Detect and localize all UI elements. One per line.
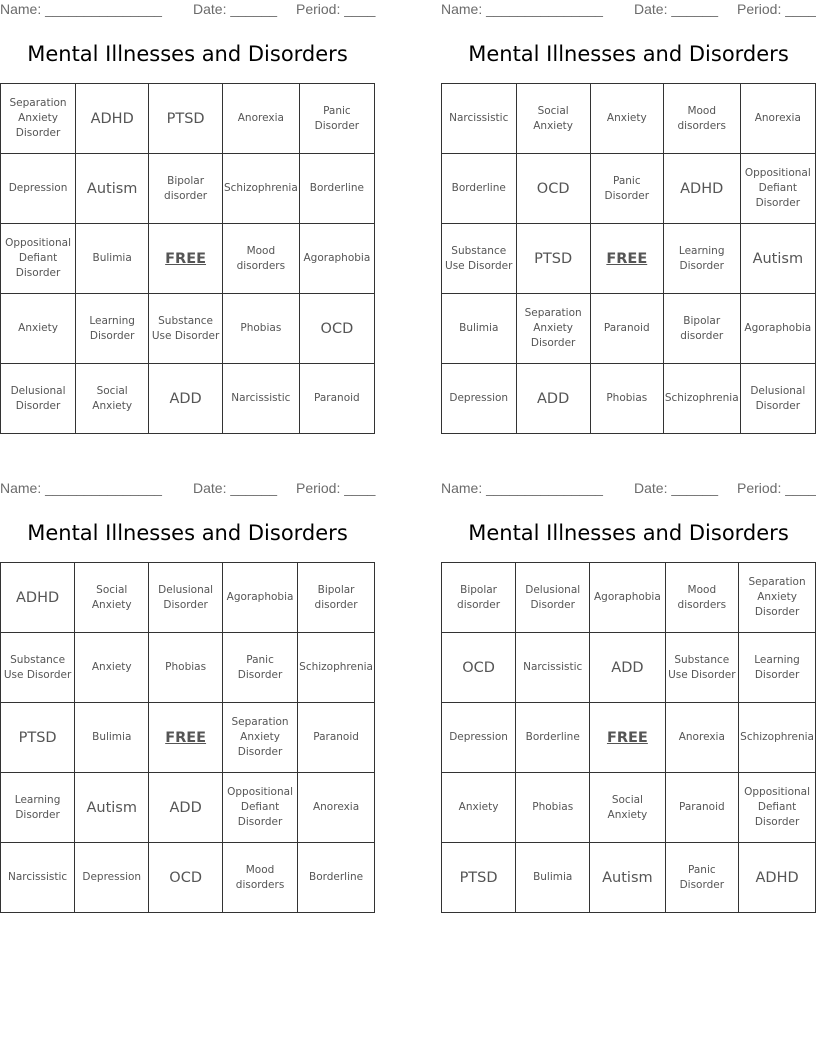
period-field: Period: ____ — [737, 480, 816, 496]
bingo-row — [442, 154, 816, 224]
card-title: Mental Illnesses and Disorders — [468, 521, 789, 545]
bingo-cell: Phobias — [222, 294, 299, 364]
bingo-cell: Delusional Disorder — [516, 563, 590, 633]
bingo-row — [1, 773, 375, 843]
bingo-cell: Bipolar disorder — [298, 563, 375, 633]
bingo-cell: OCD — [149, 843, 223, 913]
bingo-row — [1, 364, 375, 434]
bingo-cell: Mood disorders — [665, 563, 739, 633]
bingo-cell: Oppositional Defiant Disorder — [740, 154, 815, 224]
bingo-cell: Substance Use Disorder — [1, 633, 75, 703]
bingo-cell: Paranoid — [665, 773, 739, 843]
bingo-cell: Borderline — [298, 843, 375, 913]
bingo-cell: ADD — [149, 773, 223, 843]
bingo-grid — [441, 83, 816, 434]
bingo-cell: Delusional Disorder — [1, 364, 76, 434]
bingo-cell: ADHD — [1, 563, 75, 633]
bingo-cell: Narcissistic — [442, 84, 517, 154]
bingo-cell: Mood disorders — [222, 843, 297, 913]
bingo-cell: Depression — [442, 364, 517, 434]
card-header — [0, 1, 375, 21]
free-space-cell: FREE — [149, 703, 223, 773]
bingo-row — [1, 224, 375, 294]
card-title: Mental Illnesses and Disorders — [468, 42, 789, 66]
bingo-cell: Anorexia — [222, 84, 299, 154]
bingo-cell: Bipolar disorder — [442, 563, 516, 633]
bingo-row — [442, 224, 816, 294]
bingo-grid — [0, 562, 375, 913]
bingo-row — [442, 84, 816, 154]
bingo-cell: Anxiety — [590, 84, 663, 154]
bingo-cell: Narcissistic — [222, 364, 299, 434]
bingo-cell: Autism — [76, 154, 149, 224]
date-field: Date: ______ — [193, 1, 278, 17]
bingo-row — [1, 843, 375, 913]
bingo-cell: Autism — [740, 224, 815, 294]
bingo-cell: Schizophrenia — [298, 633, 375, 703]
bingo-cell: PTSD — [442, 843, 516, 913]
bingo-cell: Paranoid — [298, 703, 375, 773]
bingo-cell: Panic Disorder — [222, 633, 297, 703]
bingo-cell: Learning Disorder — [76, 294, 149, 364]
bingo-row — [442, 633, 816, 703]
bingo-cell: Delusional Disorder — [740, 364, 815, 434]
bingo-cell: ADHD — [76, 84, 149, 154]
bingo-cell: Social Anxiety — [516, 84, 590, 154]
bingo-cell: Anxiety — [75, 633, 149, 703]
bingo-cell: Agoraphobia — [590, 563, 665, 633]
name-field: Name: _______________ — [441, 480, 603, 496]
bingo-cell: Depression — [1, 154, 76, 224]
bingo-cell: Depression — [75, 843, 149, 913]
bingo-row — [442, 703, 816, 773]
period-field: Period: ____ — [296, 480, 376, 496]
bingo-cell: Schizophrenia — [222, 154, 299, 224]
bingo-cell: Learning Disorder — [1, 773, 75, 843]
bingo-cell: ADHD — [739, 843, 816, 913]
bingo-cell: Bulimia — [76, 224, 149, 294]
name-field: Name: _______________ — [0, 1, 162, 17]
bingo-cell: Learning Disorder — [663, 224, 740, 294]
bingo-cell: Borderline — [516, 703, 590, 773]
free-space-cell: FREE — [149, 224, 223, 294]
bingo-row — [442, 773, 816, 843]
bingo-cell: Separation Anxiety Disorder — [516, 294, 590, 364]
bingo-cell: Autism — [75, 773, 149, 843]
bingo-cell: Phobias — [590, 364, 663, 434]
bingo-row — [1, 703, 375, 773]
bingo-cell: Paranoid — [590, 294, 663, 364]
bingo-cell: Agoraphobia — [740, 294, 815, 364]
bingo-cell: Delusional Disorder — [149, 563, 223, 633]
date-field: Date: ______ — [634, 480, 719, 496]
card-header — [441, 1, 816, 21]
name-field: Name: _______________ — [0, 480, 162, 496]
bingo-cell: PTSD — [149, 84, 223, 154]
bingo-cell: Separation Anxiety Disorder — [222, 703, 297, 773]
bingo-cell: OCD — [299, 294, 374, 364]
bingo-cell: Bulimia — [516, 843, 590, 913]
bingo-cell: Anorexia — [665, 703, 739, 773]
bingo-cell: Bulimia — [75, 703, 149, 773]
bingo-cell: Schizophrenia — [739, 703, 816, 773]
bingo-row — [442, 294, 816, 364]
bingo-cell: OCD — [516, 154, 590, 224]
bingo-cell: Social Anxiety — [590, 773, 665, 843]
bingo-row — [1, 633, 375, 703]
bingo-cell: Paranoid — [299, 364, 374, 434]
bingo-cell: Narcissistic — [516, 633, 590, 703]
bingo-cell: ADHD — [663, 154, 740, 224]
bingo-grid — [441, 562, 816, 913]
bingo-cell: Anxiety — [442, 773, 516, 843]
bingo-cell: Social Anxiety — [75, 563, 149, 633]
bingo-cell: Oppositional Defiant Disorder — [222, 773, 297, 843]
bingo-cell: Social Anxiety — [76, 364, 149, 434]
card-header — [441, 480, 816, 500]
bingo-row — [442, 843, 816, 913]
bingo-cell: ADD — [149, 364, 223, 434]
bingo-grid — [0, 83, 375, 434]
bingo-cell: Bipolar disorder — [149, 154, 223, 224]
bingo-row — [1, 84, 375, 154]
bingo-cell: Schizophrenia — [663, 364, 740, 434]
bingo-cell: Anorexia — [740, 84, 815, 154]
bingo-cell: Mood disorders — [222, 224, 299, 294]
bingo-cell: Anxiety — [1, 294, 76, 364]
bingo-cell: Narcissistic — [1, 843, 75, 913]
card-title: Mental Illnesses and Disorders — [27, 521, 348, 545]
bingo-cell: Substance Use Disorder — [149, 294, 223, 364]
bingo-row — [1, 294, 375, 364]
bingo-cell: Mood disorders — [663, 84, 740, 154]
bingo-cell: Separation Anxiety Disorder — [1, 84, 76, 154]
bingo-cell: Phobias — [516, 773, 590, 843]
date-field: Date: ______ — [634, 1, 719, 17]
free-space-cell: FREE — [590, 224, 663, 294]
period-field: Period: ____ — [737, 1, 816, 17]
bingo-cell: ADD — [590, 633, 665, 703]
card-title: Mental Illnesses and Disorders — [27, 42, 348, 66]
bingo-row — [442, 364, 816, 434]
name-field: Name: _______________ — [441, 1, 603, 17]
free-space-cell: FREE — [590, 703, 665, 773]
period-field: Period: ____ — [296, 1, 376, 17]
bingo-cell: Panic Disorder — [590, 154, 663, 224]
bingo-cell: Oppositional Defiant Disorder — [1, 224, 76, 294]
bingo-cell: Agoraphobia — [299, 224, 374, 294]
bingo-cell: ADD — [516, 364, 590, 434]
bingo-cell: Borderline — [442, 154, 517, 224]
bingo-cell: Separation Anxiety Disorder — [739, 563, 816, 633]
bingo-cell: Oppositional Defiant Disorder — [739, 773, 816, 843]
bingo-cell: PTSD — [516, 224, 590, 294]
bingo-cell: PTSD — [1, 703, 75, 773]
bingo-cell: Autism — [590, 843, 665, 913]
bingo-cell: Anorexia — [298, 773, 375, 843]
bingo-cell: Panic Disorder — [665, 843, 739, 913]
bingo-cell: Bulimia — [442, 294, 517, 364]
bingo-cell: Bipolar disorder — [663, 294, 740, 364]
bingo-cell: Panic Disorder — [299, 84, 374, 154]
bingo-cell: Learning Disorder — [739, 633, 816, 703]
bingo-cell: Agoraphobia — [222, 563, 297, 633]
bingo-row — [1, 154, 375, 224]
bingo-cell: Substance Use Disorder — [665, 633, 739, 703]
bingo-row — [1, 563, 375, 633]
card-header — [0, 480, 375, 500]
date-field: Date: ______ — [193, 480, 278, 496]
bingo-cell: Phobias — [149, 633, 223, 703]
bingo-cell: Borderline — [299, 154, 374, 224]
bingo-cell: Substance Use Disorder — [442, 224, 517, 294]
bingo-cell: OCD — [442, 633, 516, 703]
bingo-cell: Depression — [442, 703, 516, 773]
bingo-row — [442, 563, 816, 633]
